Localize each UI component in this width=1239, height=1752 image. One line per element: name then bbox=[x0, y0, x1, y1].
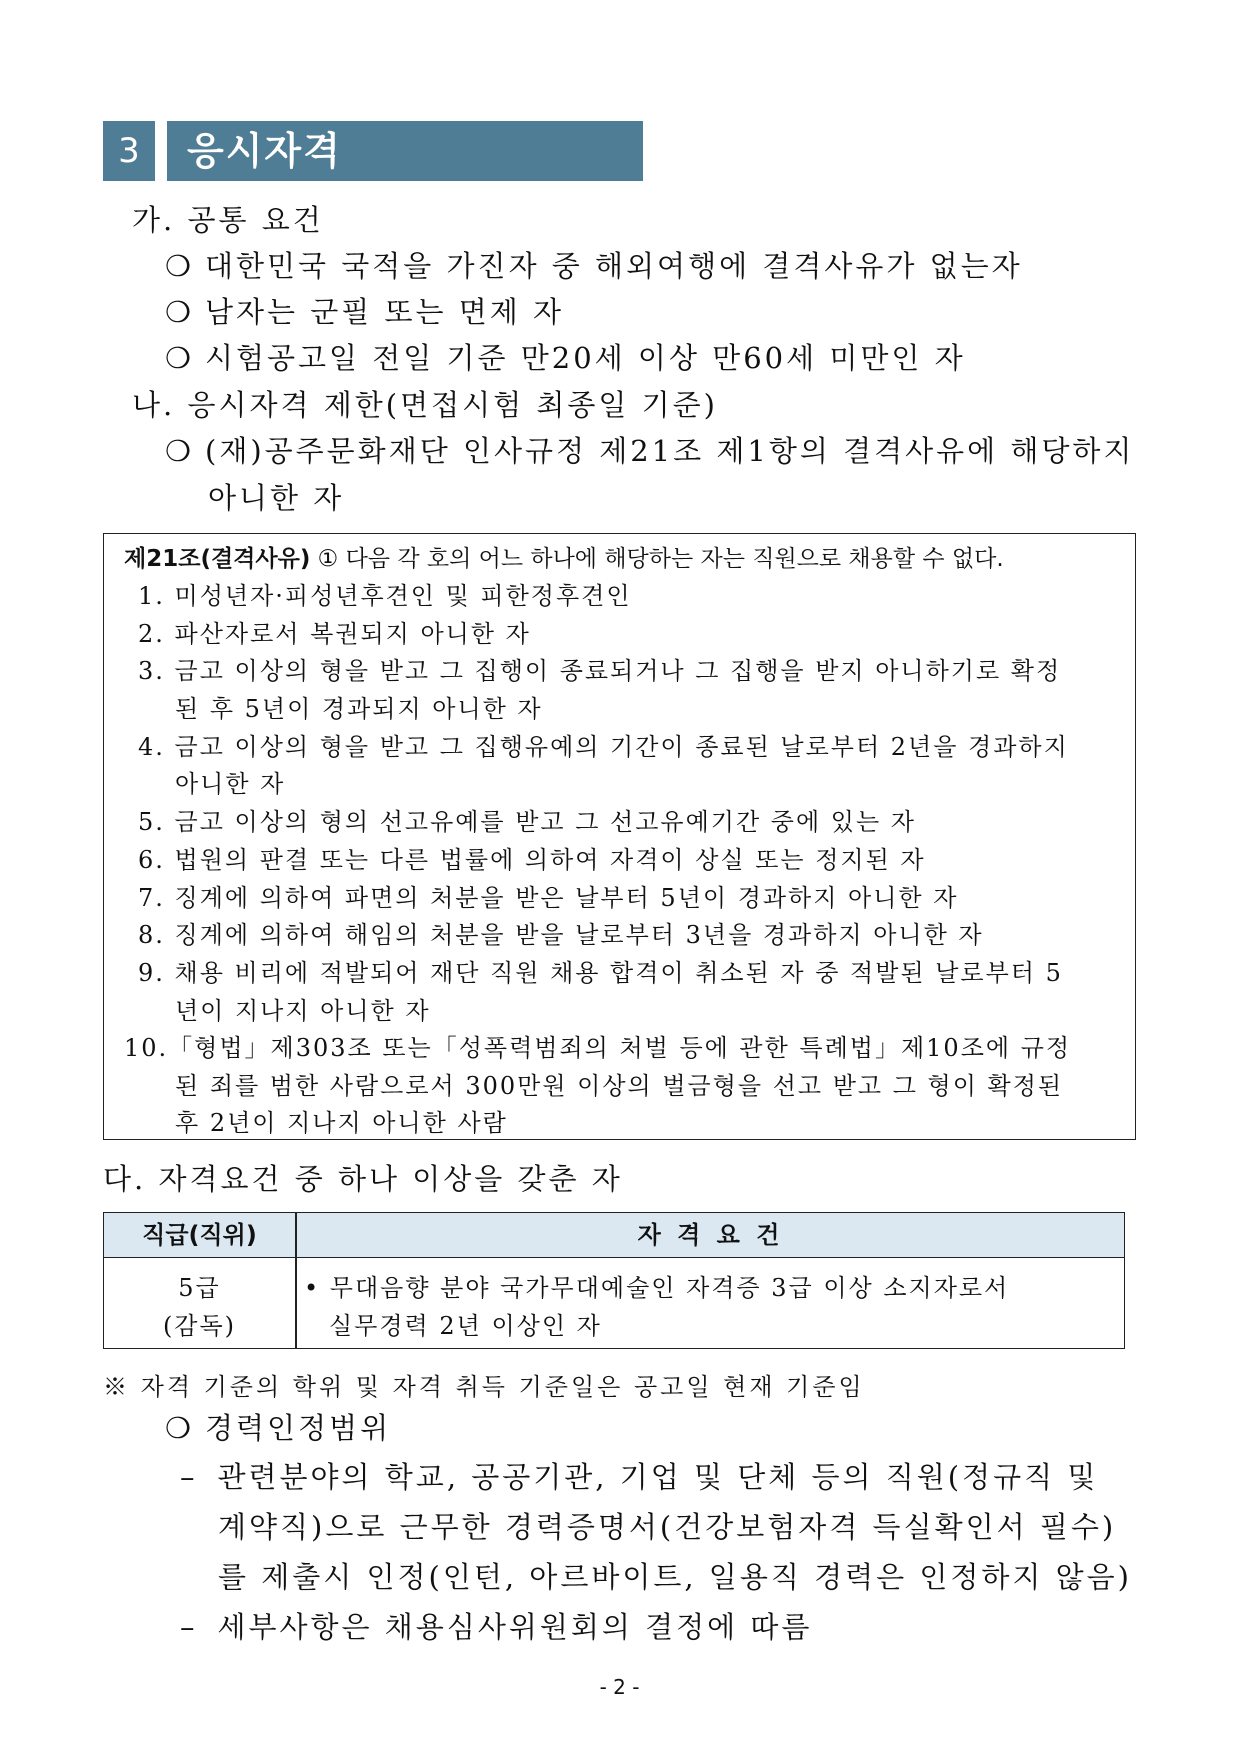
article-line: 10.「형법」제303조 또는「성폭력범죄의 처벌 등에 관한 특례법」제10조에 규정 bbox=[124, 1034, 1072, 1062]
section-number: 3 bbox=[103, 121, 155, 181]
article-line: 4. 금고 이상의 형을 받고 그 집행유예의 기간이 종료된 날로부터 2년을 경과하지 bbox=[138, 733, 1069, 761]
circle-bullet-icon: ❍ bbox=[165, 341, 194, 375]
article-line: 1. 미성년자·피성년후견인 및 피한정후견인 bbox=[138, 582, 632, 610]
column-header-requirements: 자 격 요 건 bbox=[637, 1221, 784, 1249]
article-line: 된 후 5년이 경과되지 아니한 자 bbox=[175, 695, 543, 723]
article-line: 9. 채용 비리에 적발되어 재단 직원 채용 합격이 취소된 자 중 적발된 날로부터 5 bbox=[138, 959, 1063, 987]
dash-icon: – bbox=[180, 1460, 198, 1494]
article-line: 6. 법원의 판결 또는 다른 법률에 의하여 자격이 상실 또는 정지된 자 bbox=[138, 846, 926, 874]
list-item: ❍ 대한민국 국적을 가진자 중 해외여행에 결격사유가 없는자 bbox=[165, 249, 1023, 283]
article-line: 8. 징계에 의하여 해임의 처분을 받을 날로부터 3년을 경과하지 아니한 자 bbox=[138, 921, 984, 949]
dash-item: – 세부사항은 채용심사위원회의 결정에 따름 bbox=[180, 1610, 813, 1644]
section-title: 응시자격 bbox=[167, 121, 643, 181]
page-number: - 2 - bbox=[599, 1675, 640, 1699]
article-line: 후 2년이 지나지 아니한 사람 bbox=[175, 1109, 508, 1137]
article-line: 3. 금고 이상의 형을 받고 그 집행이 종료되거나 그 집행을 받지 아니하기로 확정 bbox=[138, 657, 1062, 685]
dash-icon: – bbox=[180, 1610, 198, 1644]
table-cell-grade: 5급 bbox=[178, 1274, 221, 1302]
article-heading: 제21조(결격사유) ① 다음 각 호의 어느 하나에 해당하는 자는 직원으로 채용할 수 없다. bbox=[124, 546, 1004, 572]
article-line: 된 죄를 범한 사람으로서 300만원 이상의 벌금형을 선고 받고 그 형이 확정된 bbox=[175, 1072, 1064, 1100]
dash-item: – 관련분야의 학교, 공공기관, 기업 및 단체 등의 직원(정규직 및 bbox=[180, 1460, 1099, 1494]
circle-bullet-icon: ❍ bbox=[165, 434, 194, 468]
qualification-table bbox=[103, 1212, 1125, 1349]
list-item-continuation: 아니한 자 bbox=[208, 481, 345, 515]
section-header bbox=[103, 121, 643, 181]
dash-item-continuation: 를 제출시 인정(인턴, 아르바이트, 일용직 경력은 인정하지 않음) bbox=[218, 1560, 1132, 1594]
dash-item-continuation: 계약직)으로 근무한 경력증명서(건강보험자격 득실확인서 필수) bbox=[218, 1510, 1117, 1544]
list-item: ❍ 남자는 군필 또는 면제 자 bbox=[165, 295, 565, 329]
part-c-heading: 다. 자격요건 중 하나 이상을 갖춘 자 bbox=[103, 1162, 623, 1196]
article-line: 7. 징계에 의하여 파면의 처분을 받은 날부터 5년이 경과하지 아니한 자 bbox=[138, 884, 959, 912]
circle-bullet-icon: ❍ bbox=[165, 249, 194, 283]
article-line: 2. 파산자로서 복권되지 아니한 자 bbox=[138, 620, 531, 648]
article-box bbox=[103, 533, 1136, 1140]
list-item: ❍ 경력인정범위 bbox=[165, 1411, 392, 1445]
circle-bullet-icon: ❍ bbox=[165, 1411, 194, 1445]
table-cell-position: (감독) bbox=[162, 1312, 237, 1340]
table-cell-requirement: • 무대음향 분야 국가무대예술인 자격증 3급 이상 소지자로서 bbox=[304, 1274, 1010, 1302]
article-line: 년이 지나지 아니한 자 bbox=[175, 997, 431, 1025]
table-cell-requirement-cont: 실무경력 2년 이상인 자 bbox=[329, 1312, 602, 1340]
list-item: ❍ (재)공주문화재단 인사규정 제21조 제1항의 결격사유에 해당하지 bbox=[165, 434, 1135, 468]
part-b-heading: 나. 응시자격 제한(면접시험 최종일 기준) bbox=[132, 388, 718, 422]
article-line: 5. 금고 이상의 형의 선고유예를 받고 그 선고유예기간 중에 있는 자 bbox=[138, 808, 916, 836]
column-header-grade: 직급(직위) bbox=[142, 1221, 257, 1249]
list-item: ❍ 시험공고일 전일 기준 만20세 이상 만60세 미만인 자 bbox=[165, 341, 966, 375]
circle-bullet-icon: ❍ bbox=[165, 295, 194, 329]
note: ※ 자격 기준의 학위 및 자격 취득 기준일은 공고일 현재 기준임 bbox=[103, 1373, 865, 1401]
article-line: 아니한 자 bbox=[175, 770, 286, 798]
part-a-heading: 가. 공통 요건 bbox=[132, 203, 324, 237]
